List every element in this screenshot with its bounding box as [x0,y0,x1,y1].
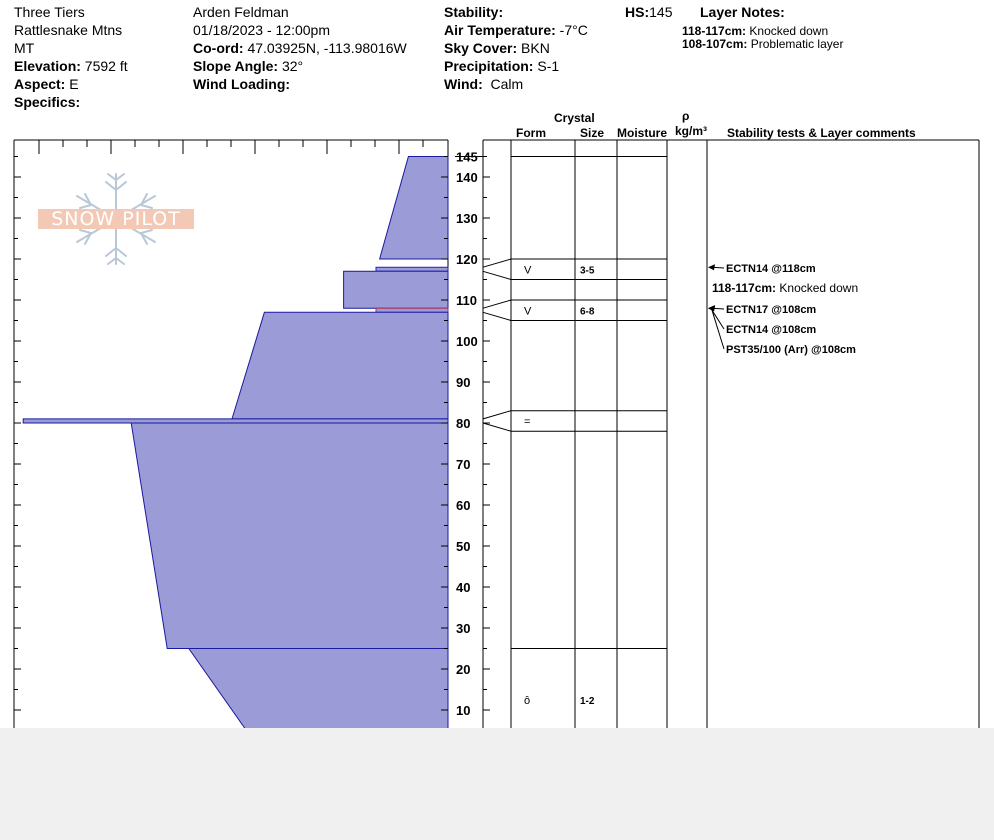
sky-label: Sky Cover: [444,40,518,56]
precip-value: S-1 [537,58,560,74]
layer-connector [483,300,511,308]
depth-tick-label: 50 [456,539,471,554]
specifics-label: Specifics: [14,94,81,110]
wind-value: Calm [490,76,524,92]
hardness-layer [380,157,448,260]
aspect-value: E [69,76,79,92]
layer-note-range: 118-117cm: [682,24,747,38]
depth-tick-label: 120 [456,252,478,267]
logo-text: SNOW PILOT [38,209,194,229]
hardness-layer [232,312,448,419]
hardness-layer [344,271,448,308]
layer-connector [483,411,511,419]
depth-tick-label: 70 [456,457,471,472]
slope-value: 32° [281,58,304,74]
stability-comment [712,281,858,295]
precip-label: Precipitation: [444,58,534,74]
observation-datetime: 01/18/2023 - 12:00pm [193,22,330,38]
state-name: MT [14,40,35,56]
layer-connector [483,271,511,279]
location-name: Three Tiers [14,4,85,20]
depth-tick-label: 100 [456,334,478,349]
crystal-form-symbol: V [524,264,532,277]
depth-tick-label: 40 [456,580,471,595]
crystal-header: Crystal [554,111,595,125]
stability-label: Stability: [444,4,504,20]
air-temp-value: -7°C [559,22,588,38]
crystal-form-symbol: ȏ [524,694,531,707]
coord-value: 47.03925N, -113.98016W [247,40,407,56]
depth-tick-label: 10 [456,703,471,718]
rho-header: ρ [682,109,690,123]
hs-label: HS: [625,4,650,20]
stability-test-arrowhead [708,305,715,311]
depth-tick-label: 130 [456,211,478,226]
depth-tick-label: 30 [456,621,471,636]
stability-comment-text: Knocked down [779,281,859,295]
range-name: Rattlesnake Mtns [14,22,123,38]
layer-note-text: Problematic layer [750,37,844,51]
stability-test-arrowhead [708,264,715,270]
size-header: Size [580,126,605,140]
crystal-size-value: 1-2 [580,695,595,707]
crystal-size-value: 6-8 [580,306,595,318]
hs-value: 145 [649,4,673,20]
stability-test-label: ECTN17 @108cm [726,304,817,316]
observer-name: Arden Feldman [193,4,289,20]
crystal-form-symbol: V [524,305,532,318]
snowpilot-logo [38,170,194,268]
depth-tick-label: 140 [456,170,478,185]
stability-test-arrow [712,310,724,329]
density-unit-header: kg/m³ [675,124,708,138]
moisture-header: Moisture [617,126,668,140]
crystal-size-value: 3-5 [580,265,595,277]
elevation-label: Elevation: [14,58,81,74]
hardness-layer [131,423,448,649]
depth-tick-label: 145 [456,149,478,165]
sky-value: BKN [521,40,550,56]
elevation-value: 7592 ft [84,58,128,74]
layer-connector [483,423,511,431]
depth-tick-label: 110 [456,293,477,308]
slope-label: Slope Angle: [193,58,279,74]
stability-test-label: PST35/100 (Arr) @108cm [726,344,856,356]
aspect-label: Aspect: [14,76,66,92]
layer-connector [483,259,511,267]
stability-test-label: ECTN14 @118cm [726,263,816,275]
layer-note-range: 108-107cm: [682,37,748,51]
hardness-layer [189,649,448,729]
coord-label: Co-ord: [193,40,244,56]
stability-test-arrow [712,310,724,349]
depth-tick-label: 90 [456,375,471,390]
hardness-layer [376,308,448,312]
wind-label: Wind: [444,76,483,92]
layer-connector [483,312,511,320]
depth-tick-label: 60 [456,498,471,513]
depth-tick-label: 80 [456,416,471,431]
crystal-form-symbol: = [524,415,531,428]
wind-loading-label: Wind Loading: [193,76,291,92]
form-header: Form [516,126,546,140]
depth-tick-label: 20 [456,662,471,677]
air-temp-label: Air Temperature: [444,22,556,38]
layer-notes-label: Layer Notes: [700,4,785,20]
hardness-layer [376,267,448,271]
stability-comment-range: 118-117cm: [712,281,780,295]
comments-header: Stability tests & Layer comments [727,126,916,140]
layer-note-text: Knocked down [749,24,829,38]
stability-test-label: ECTN14 @108cm [726,324,817,336]
hardness-layer [23,419,448,423]
